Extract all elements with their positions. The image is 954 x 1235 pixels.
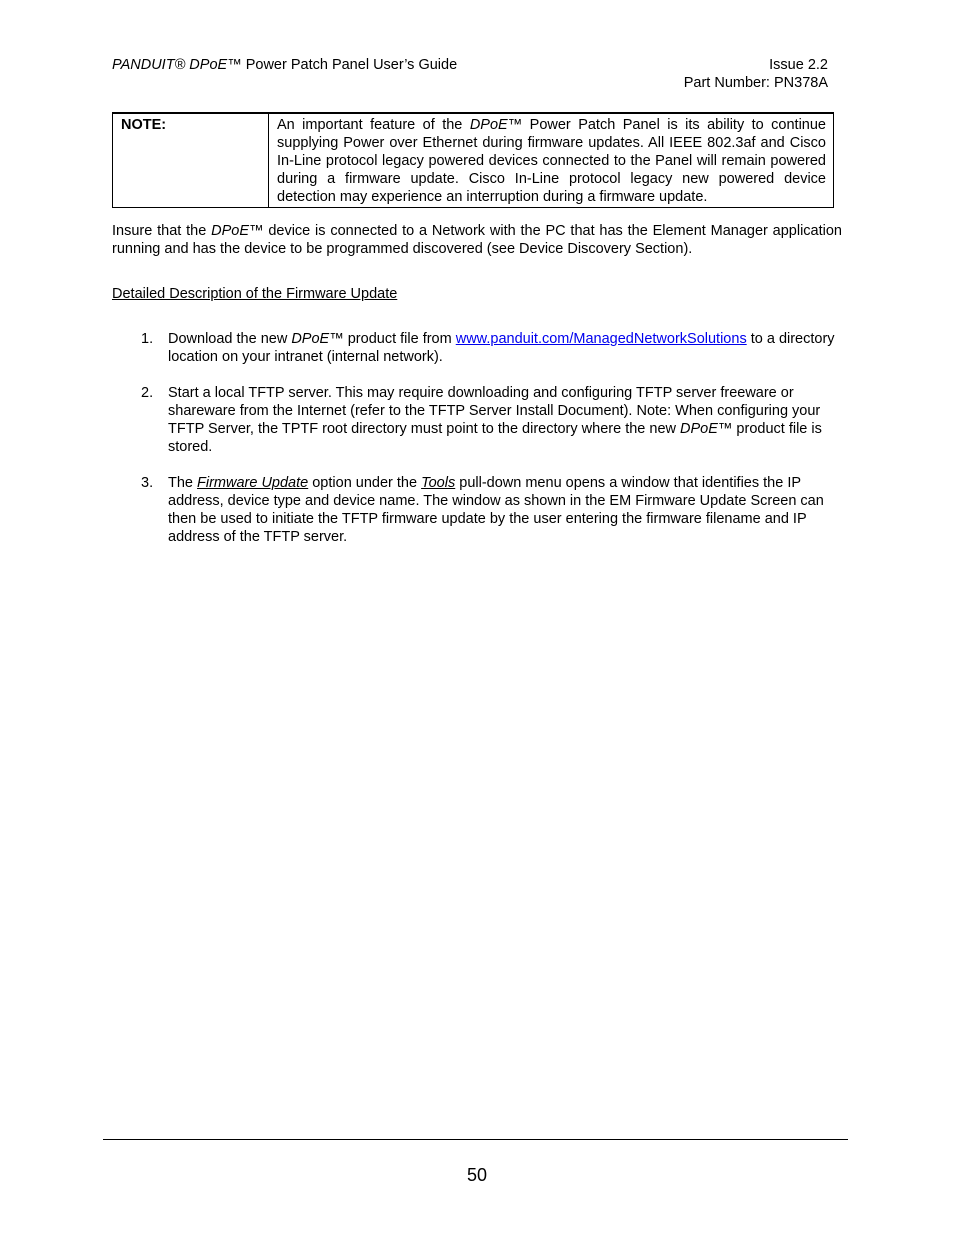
step-body xyxy=(168,474,841,546)
note-text-b: ™ Power Patch Panel is its ability to continue supplying Power over Ethernet during firmware updates. All IEEE 802.3af and Cisco In-Line protocol legacy powered devices connected to the Panel will remain powered during a firmware update. Cisco In-Line protocol legacy new powered device detection may experience an interruption during a firmware update. xyxy=(277,117,826,205)
intro-paragraph xyxy=(112,222,842,258)
header-guide-title: Power Patch Panel User’s Guide xyxy=(241,57,458,73)
header-brand: PANDUIT® xyxy=(112,57,186,73)
step-product: DPoE xyxy=(680,421,718,437)
running-header-title xyxy=(112,56,457,74)
intro-text-a: Insure that the xyxy=(112,223,212,239)
step-text: ™ product file is stored. xyxy=(168,421,822,455)
list-item xyxy=(141,330,841,366)
note-text xyxy=(269,113,834,208)
step-number: 2. xyxy=(141,385,154,401)
intro-product: DPoE xyxy=(211,223,249,239)
note-text-a: An important feature of the xyxy=(277,117,470,133)
step-text: Start a local TFTP server. This may require downloading and configuring TFTP server freeware or shareware from the Internet (refer to the TFTP Server Install Document). Note: When configuring your TFTP Server, the TPTF root directory must point to the directory where the new xyxy=(168,385,821,437)
header-part-number: Part Number: PN378A xyxy=(683,75,828,91)
header-issue: Issue 2.2 xyxy=(769,57,828,73)
intro-text-b: ™ device is connected to a Network with the PC that has the Element Manager application running and has the device to be programmed discovered (see Device Discovery Section). xyxy=(112,223,842,257)
step-body xyxy=(168,330,841,366)
step-text: The xyxy=(168,475,198,491)
footer-divider xyxy=(103,1139,848,1140)
firmware-update-menu-item: Firmware Update xyxy=(197,475,309,491)
header-product: DPoE xyxy=(189,57,228,73)
step-product: DPoE xyxy=(291,331,330,347)
header-tm: ™ xyxy=(227,57,242,73)
list-item xyxy=(141,474,841,546)
step-body xyxy=(168,384,841,456)
panduit-link[interactable]: www.panduit.com/ManagedNetworkSolutions xyxy=(455,331,747,347)
step-text: pull-down menu opens a window that identifies the IP address, device type and device name. The window as shown in the EM Firmware Update Screen can then be used to initiate the TFTP firmware update by the user entering the firmware filename and IP address of the TFTP server. xyxy=(168,475,824,545)
step-number: 3. xyxy=(141,475,154,491)
step-text: option under the xyxy=(308,475,422,491)
note-label: NOTE: xyxy=(113,113,269,208)
note-product: DPoE xyxy=(469,117,508,133)
list-item xyxy=(141,384,841,456)
tools-menu: Tools xyxy=(421,475,456,491)
step-number: 1. xyxy=(141,331,154,347)
step-text: to a directory location on your intranet (internal network). xyxy=(168,331,835,365)
running-header-meta xyxy=(684,56,828,92)
note-box xyxy=(112,112,834,208)
step-text: Download the new xyxy=(168,331,292,347)
section-title: Detailed Description of the Firmware Update xyxy=(112,286,398,302)
step-text: ™ product file from xyxy=(329,331,456,347)
page-number: 50 xyxy=(466,1165,488,1185)
